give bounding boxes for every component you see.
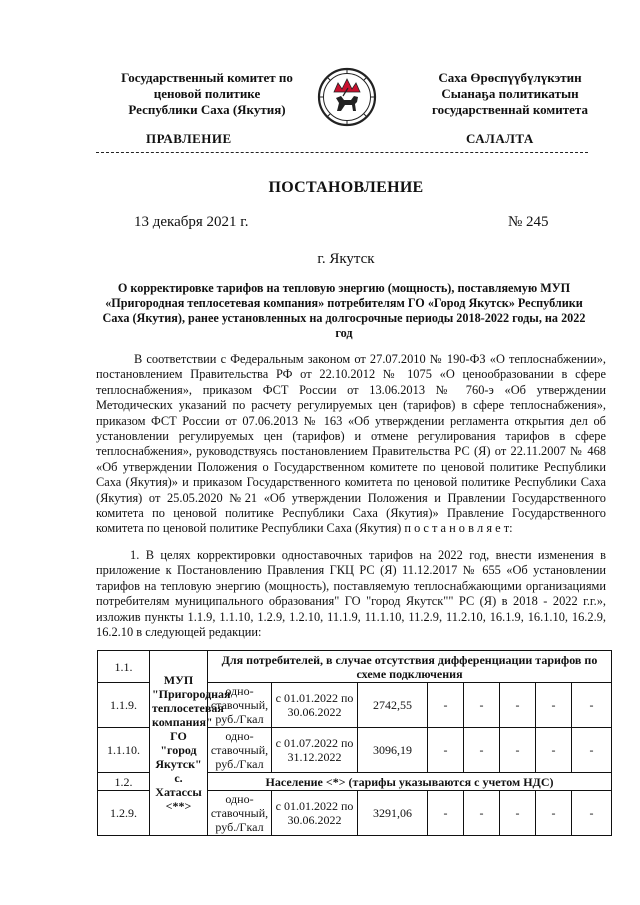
dash-cell: -: [536, 791, 572, 836]
clause-1-paragraph: 1. В целях корректировки одноставочных тарифов на 2022 год, внести изменения в приложение к Постановлению Правления ГКЦ РС (Я) 11.12.2017 № 655 «Об установлении тарифов на тепловую энергию (мощность), поставляемую теплоснабжающими организациями потребителям муниципального образования" ГО "город Якутск"" РС (Я) в 2018 - 2022 г.г.», изложив пункты 1.1.9, 1.1.10, 1.2.9, 1.2.10, 11.1.9, 11.1.10, 11.2.9, 11.2.10, 16.1.9, 16.1.10, 16.2.9, 16.2.10 в следующей редакции:: [96, 548, 606, 640]
dash-cell: -: [500, 683, 536, 728]
committee-name-sakha: [400, 70, 620, 118]
preamble-paragraph: В соответствии с Федеральным законом от 27.07.2010 № 190-ФЗ «О теплоснабжении», постановлением Правительства РФ от 22.10.2012 № 1075 «О ценообразовании в сфере теплоснабжения», приказом ФСТ России от 13.06.2013 № 760-э «Об утверждении Методических указаний по расчету регулируемых цен (тарифов) в сфере теплоснабжения», приказом ФСТ России от 07.06.2013 № 163 «Об утверждении регламента открытия дел об установлении регулируемых цен (тарифов) и отмене регулирования тарифов в сфере теплоснабжения», руководствуясь постановлением Правительства РС (Я) от 22.11.2007 № 468 «Об утверждении Положения о Государственном комитете по ценовой политике Республики Саха (Якутия)» и приказом Государственного комитета по ценовой политике Республики Саха (Якутия) от 25.05.2020 №21 «Об утверждении Положения и Правлении Государственного комитета по ценовой политике Республики Саха (Якутия)» Правление Государственного комитета по ценовой политике Республики Саха (Якутия) п о с т а н о в л я е т:: [96, 352, 606, 536]
dash-cell: -: [464, 728, 500, 773]
tariff-type: одно-ставочный, руб./Гкал: [208, 791, 272, 836]
committee-name-sakha-line-1: Саха Өрөспүүбүлүкэтин: [438, 70, 582, 85]
document-title: ПОСТАНОВЛЕНИЕ: [268, 179, 424, 196]
row-number: 1.1.9.: [98, 683, 150, 728]
document-number: № 245: [508, 214, 549, 230]
coat-of-arms-icon: [317, 66, 377, 128]
tariff-period: с 01.01.2022 по 30.06.2022: [272, 791, 358, 836]
document-date: 13 декабря 2021 г.: [134, 214, 249, 230]
dash-cell: -: [464, 791, 500, 836]
dash-cell: -: [572, 791, 612, 836]
dash-cell: -: [572, 728, 612, 773]
dash-cell: -: [428, 791, 464, 836]
dash-cell: -: [500, 728, 536, 773]
committee-name-ru: [92, 70, 322, 118]
header-divider: [96, 152, 588, 153]
tariff-table: [97, 650, 612, 836]
tariff-period: с 01.01.2022 по 30.06.2022: [272, 683, 358, 728]
group-heading: Для потребителей, в случае отсутствия дифференциации тарифов по схеме подключения: [208, 651, 612, 683]
board-label-sakha: САЛАЛТА: [466, 131, 534, 146]
board-label-ru: ПРАВЛЕНИЕ: [146, 131, 232, 146]
table-row: [98, 651, 612, 683]
document-city: г. Якутск: [317, 251, 375, 267]
row-number: 1.1.: [98, 651, 150, 683]
committee-name-ru-line-3: Республики Саха (Якутия): [128, 102, 286, 117]
row-number: 1.2.9.: [98, 791, 150, 836]
tariff-type: одно-ставочный, руб./Гкал: [208, 683, 272, 728]
dash-cell: -: [428, 683, 464, 728]
population-heading: Население <*> (тарифы указываются с учетом НДС): [208, 773, 612, 791]
dash-cell: -: [500, 791, 536, 836]
dash-cell: -: [428, 728, 464, 773]
dash-cell: -: [464, 683, 500, 728]
committee-name-ru-line-1: Государственный комитет по: [121, 70, 293, 85]
tariff-value: 2742,55: [358, 683, 428, 728]
organization-name: МУП "Пригородная теплосетевая компания" ГО "город Якутск" с. Хатассы <**>: [150, 651, 208, 836]
dash-cell: -: [536, 728, 572, 773]
committee-name-ru-line-2: ценовой политике: [153, 86, 261, 101]
tariff-value: 3096,19: [358, 728, 428, 773]
tariff-value: 3291,06: [358, 791, 428, 836]
row-number: 1.2.: [98, 773, 150, 791]
committee-name-sakha-line-3: государственнай комитета: [432, 102, 588, 117]
dash-cell: -: [572, 683, 612, 728]
document-subject: О корректировке тарифов на тепловую энергию (мощность), поставляемую МУП «Пригородная теплосетевая компания» потребителям ГО «Город Якутск» Республики Саха (Якутия), ранее установленных на долгосрочные периоды 2018-2022 годы, на 2022 год: [102, 281, 586, 340]
dash-cell: -: [536, 683, 572, 728]
row-number: 1.1.10.: [98, 728, 150, 773]
committee-name-sakha-line-2: Сыанаҕа политикатын: [441, 86, 579, 101]
tariff-period: с 01.07.2022 по 31.12.2022: [272, 728, 358, 773]
tariff-type: одно-ставочный, руб./Гкал: [208, 728, 272, 773]
